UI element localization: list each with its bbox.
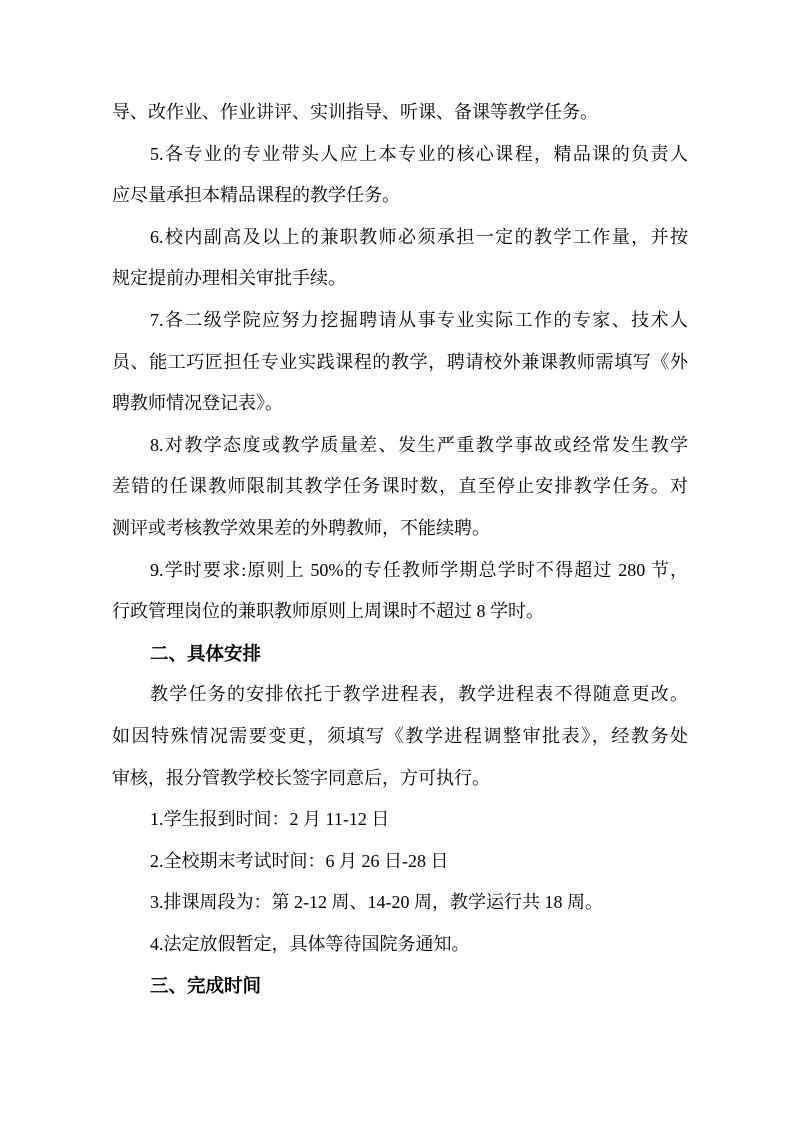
section-heading: 三、完成时间 <box>150 975 262 997</box>
document-body <box>112 92 688 1007</box>
text-line: 2.全校期末考试时间：6 月 26 日-28 日 <box>150 850 449 871</box>
text-line: 规定提前办理相关审批手续。 <box>112 268 346 289</box>
text-line: 如因特殊情况需要变更，须填写《教学进程调整审批表》，经教务处 <box>112 725 688 746</box>
text-line: 6.校内副高及以上的兼职教师必须承担一定的教学工作量，并按 <box>150 226 688 247</box>
text-line: 1.学生报到时间：2 月 11-12 日 <box>150 809 390 830</box>
text-line: 5.各专业的专业带头人应上本专业的核心课程，精品课的负责人 <box>150 143 688 164</box>
text-line: 差错的任课教师限制其教学任务课时数，直至停止安排教学任务。对 <box>112 476 688 497</box>
text-line: 3.排课周段为：第 2-12 周、14-20 周，教学运行共 18 周。 <box>150 892 603 913</box>
text-line: 8.对教学态度或教学质量差、发生严重教学事故或经常发生教学 <box>150 434 688 455</box>
text-line: 7.各二级学院应努力挖掘聘请从事专业实际工作的专家、技术人 <box>150 309 688 330</box>
text-line: 教学任务的安排依托于教学进程表，教学进程表不得随意更改。 <box>150 684 688 705</box>
text-line: 导、改作业、作业讲评、实训指导、听课、备课等教学任务。 <box>112 102 598 122</box>
text-line: 员、能工巧匠担任专业实践课程的教学，聘请校外兼课教师需填写《外 <box>112 351 688 372</box>
section-heading: 二、具体安排 <box>150 642 262 664</box>
text-line: 9.学时要求:原则上 50%的专任教师学期总学时不得超过 280 节， <box>150 559 688 580</box>
text-line: 测评或考核教学效果差的外聘教师，不能续聘。 <box>112 517 490 538</box>
text-line: 聘教师情况登记表》。 <box>112 393 283 414</box>
text-line: 行政管理岗位的兼职教师原则上周课时不超过 8 学时。 <box>112 601 544 622</box>
text-line: 应尽量承担本精品课程的教学任务。 <box>112 185 400 206</box>
text-line: 4.法定放假暂定，具体等待国院务通知。 <box>150 933 470 954</box>
text-line: 审核，报分管教学校长签字同意后，方可执行。 <box>112 767 490 788</box>
